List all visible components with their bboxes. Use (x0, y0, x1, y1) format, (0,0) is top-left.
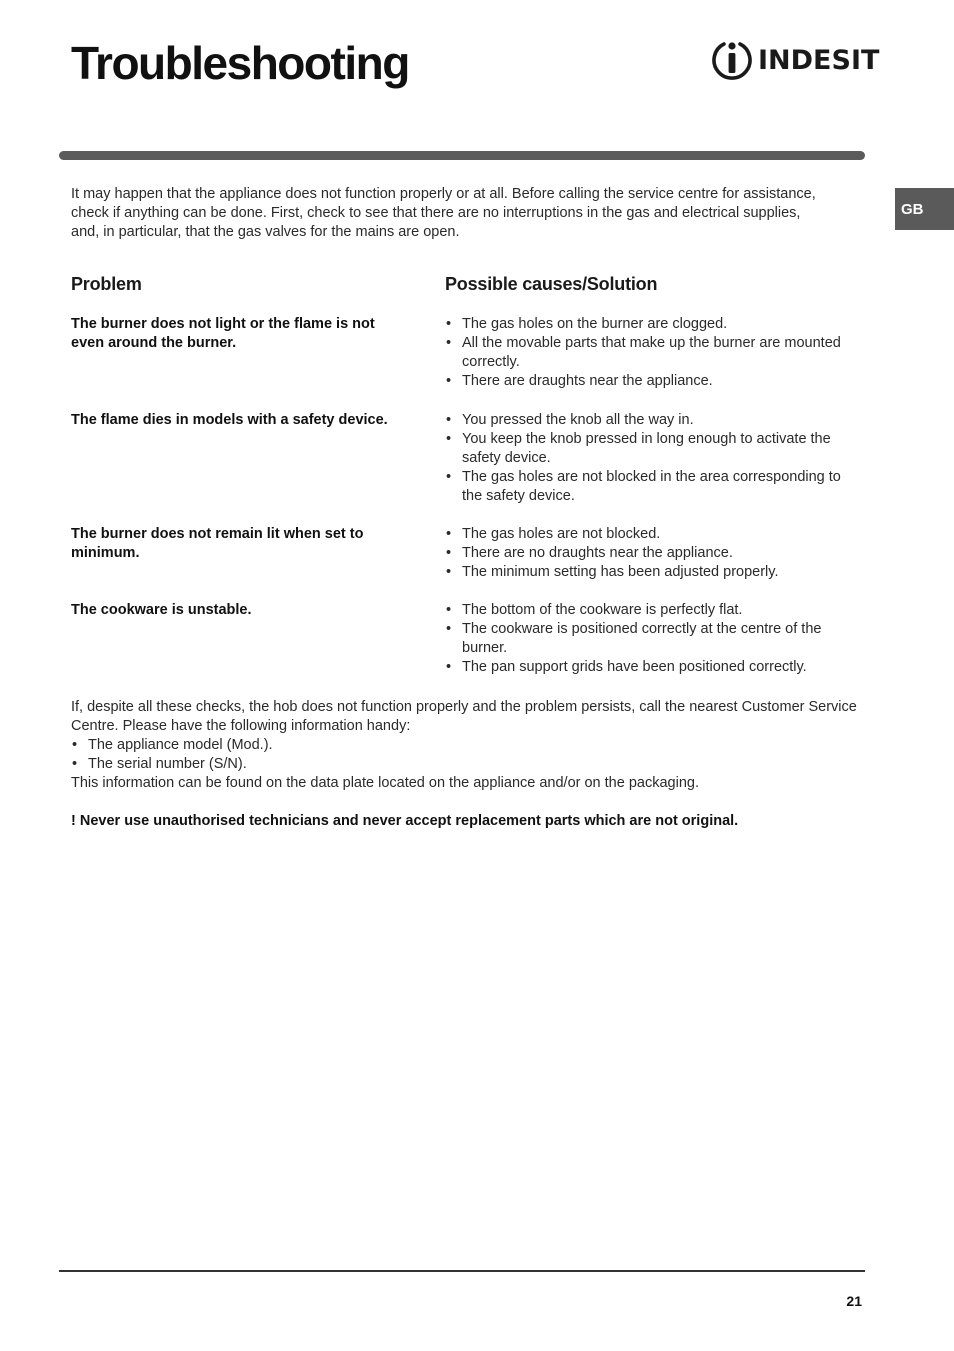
causes-list (445, 315, 865, 391)
cause-item: • The pan support grids have been positioned correctly. (445, 658, 865, 677)
footer-divider (59, 1270, 865, 1272)
causes-list (445, 411, 865, 506)
cause-item: • The bottom of the cookware is perfectly flat. (445, 601, 865, 620)
intro-paragraph: It may happen that the appliance does not function properly or at all. Before calling the service centre for assistance, check if anything can be done. First, check to see that there are no interruptions in the gas and electrical supplies, and, in particular, that the gas valves for the mains are open. (71, 186, 816, 240)
brand-wordmark: INDESIT (758, 44, 880, 76)
cause-item: • The gas holes are not blocked. (445, 525, 865, 544)
cause-item: • All the movable parts that make up the burner are mounted correctly. (445, 334, 865, 372)
cause-item: • You pressed the knob all the way in. (445, 411, 865, 430)
page-title: Troubleshooting (71, 37, 409, 89)
cause-item: • There are no draughts near the appliance. (445, 544, 865, 563)
problem-text: The flame dies in models with a safety device. (71, 412, 388, 428)
indesit-i-icon (712, 38, 752, 82)
brand-logo (712, 37, 879, 83)
problem-column-header: Problem (71, 274, 142, 294)
info-item: • The serial number (S/N). (71, 755, 865, 774)
problem-text: The cookware is unstable. (71, 602, 252, 618)
cause-item: • The gas holes on the burner are clogged. (445, 315, 865, 334)
causes-list (445, 525, 865, 582)
header-divider (59, 151, 865, 160)
cause-item: • There are draughts near the appliance. (445, 372, 865, 391)
info-item: • The appliance model (Mod.). (71, 736, 865, 755)
closing-paragraph: If, despite all these checks, the hob does not function properly and the problem persists, call the nearest Customer Service Centre. Please have the following information handy: (71, 699, 857, 734)
language-tab: GB (895, 188, 954, 230)
problem-text: The burner does not remain lit when set to minimum. (71, 526, 364, 561)
solution-column-header: Possible causes/Solution (445, 274, 658, 294)
closing-note: This information can be found on the data plate located on the appliance and/or on the packaging. (71, 775, 699, 791)
cause-item: • The minimum setting has been adjusted properly. (445, 563, 865, 582)
cause-item: • The gas holes are not blocked in the area corresponding to the safety device. (445, 468, 865, 506)
page-number: 21 (846, 1293, 862, 1309)
closing-section (71, 698, 865, 793)
info-list (71, 736, 865, 774)
cause-item: • You keep the knob pressed in long enough to activate the safety device. (445, 430, 865, 468)
problem-text: The burner does not light or the flame is not even around the burner. (71, 316, 375, 351)
warning-note: ! Never use unauthorised technicians and never accept replacement parts which are not original. (71, 813, 739, 829)
cause-item: • The cookware is positioned correctly at the centre of the burner. (445, 620, 865, 658)
causes-list (445, 601, 865, 677)
